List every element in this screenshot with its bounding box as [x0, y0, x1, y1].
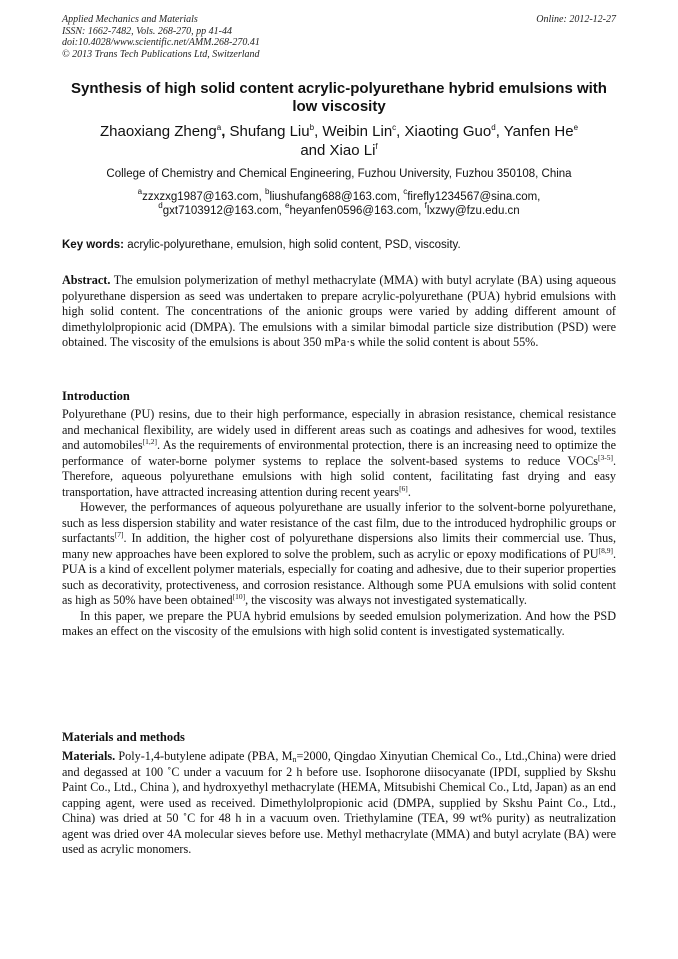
citation: [3-5] — [597, 452, 613, 462]
doi-line: doi:10.4028/www.scientific.net/AMM.268-270.41 — [62, 37, 260, 48]
citation: [10] — [232, 592, 246, 601]
citation: [6] — [399, 483, 408, 493]
author-sup: a — [216, 123, 222, 132]
introduction-body — [62, 407, 616, 640]
author-sup: d — [491, 123, 496, 132]
email-list: $^a$zzxzxg1987@163.com, $^b$liushufang688@163.com, $^c$firefly1234567@sina.com, $^d$gxt7103912@163.com, $^e$heyanfen0596@163.com, $^f$lxzwy@fzu.edu.cn — [137, 187, 541, 217]
author-name: Weibin Lin — [322, 123, 393, 140]
author-name: Xiaoting Guo — [404, 123, 492, 140]
author-name: Zhaoxiang Zheng — [99, 123, 217, 140]
email-b[interactable]: liushufang688@163.com, — [269, 191, 401, 203]
citation: [1,2] — [142, 437, 157, 446]
email-f[interactable]: lxzwy@fzu.edu.cn — [426, 205, 520, 217]
author-list: Zhaoxiang Zheng$^a$, Shufang Liu$^b$, Weibin Lin$^c$, Xiaoting Guo$^d$, Yanfen He$^e$ and Xiao Li$^f$ — [99, 123, 579, 159]
keywords — [62, 238, 616, 252]
abstract-label: Abstract. — [62, 273, 111, 287]
email-a[interactable]: zzxzxg1987@163.com, — [142, 191, 262, 203]
copyright-line: © 2013 Trans Tech Publications Ltd, Switzerland — [62, 48, 260, 60]
issn-line: ISSN: 1662-7482, Vols. 268-270, pp 41-44 — [62, 25, 232, 37]
author-name: Shufang Liu — [229, 123, 310, 140]
affiliation: College of Chemistry and Chemical Engineering, Fuzhou University, Fuzhou 350108, China — [106, 168, 572, 180]
author-sup: b — [309, 123, 315, 132]
online-date: Online: 2012-12-27 — [536, 14, 616, 25]
intro-paragraph-2: However, the performances of aqueous polyurethane are usually inferior to the solvent-borne polyurethane, such as less dispersion stability and water resistance of the cast film, due to the introduced hydrophilic groups or surfactants[7]. In addition, the higher cost of polyurethane dispersions also limits their commercial use. Thus, many new approaches have been explored to solve the problem, such as acrylic or epoxy modifications of PU[8,9]. PUA is a kind of excellent polymer materials, especially for coating and adhesive, due to their superior properties such as decorativity, protectiveness, and corrosion resistance. Although some PUA emulsions with solid content as high as 50% have been obtained[10], the viscosity was always not investigated systematically. — [62, 500, 616, 607]
journal-name: Applied Mechanics and Materials — [62, 14, 198, 25]
citation: [8,9] — [598, 545, 613, 555]
author-name: Yanfen He — [503, 123, 574, 140]
paper-title: Synthesis of high solid content acrylic-polyurethane hybrid emulsions with low viscosity — [71, 80, 607, 115]
email-e[interactable]: heyanfen0596@163.com, — [289, 205, 422, 217]
running-header — [62, 14, 616, 60]
intro-paragraph-3: In this paper, we prepare the PUA hybrid emulsions by seeded emulsion polymerization. And how the PSD makes an effect on the viscosity of the emulsions with high solid content is investigated systematically. — [62, 608, 616, 638]
author-name: Xiao Li — [329, 142, 376, 159]
keywords-label: Key words: — [62, 239, 124, 251]
email-d[interactable]: gxt7103912@163.com, — [162, 205, 282, 217]
keywords-text: acrylic-polyurethane, emulsion, high solid content, PSD, viscosity. — [127, 239, 461, 251]
intro-paragraph-1: Polyurethane (PU) resins, due to their high performance, especially in abrasion resistance, chemical resistance and mechanical flexibility, are widely used in different areas such as coatings and adhesives for wood, textiles and automobiles[1,2]. As the requirements of environmental protection, there is an increasing need to optimize the performance of water-borne polymer systems to replace the solvent-based systems to reduce VOCs[3-5]. Therefore, aqueous polyurethane emulsions with high solid content, facilitating fast drying and easy transportation, have attracted increasing attention during recent years[6]. — [62, 407, 617, 499]
author-sup: c — [392, 123, 397, 132]
materials-methods-heading: Materials and methods — [62, 730, 185, 744]
email-c[interactable]: firefly1234567@sina.com, — [407, 191, 541, 203]
citation: [7] — [114, 530, 124, 539]
introduction-heading: Introduction — [62, 389, 130, 403]
materials-label: Materials. — [62, 749, 116, 763]
author-sup: e — [573, 123, 579, 132]
author-sup: f — [375, 142, 378, 151]
abstract-text: The emulsion polymerization of methyl methacrylate (MMA) with butyl acrylate (BA) using aqueous polyurethane dispersion as seed was undertaken to prepare acrylic-polyurethane (PUA) hybrid emulsions with high solid content. The concentrations of the anionic groups were varied by adding different amount of dimethylolpropionic acid (DMPA). The emulsions with a similar bimodal particle size distribution (PSD) were obtained. The viscosity of the emulsions is about 350 mPa·s while the solid content is about 55%. — [62, 273, 616, 349]
abstract — [62, 273, 616, 351]
materials-body: Materials. Poly-1,4-butylene adipate (PBA, $M_n=2000$, Qingdao Xinyutian Chemical Co., Ltd.,China) were dried and degassed at 100 ˚C under a vacuum for 2 h before use. Isophorone diisocyanate (IPDI, supplied by Skshu Paint Co., Ltd., China ), and hydroxyethyl methacrylate (HEMA, Mitsubishi Chemical Co., Ltd, Japan) as an end capping agent, were used as received. Dimethylolpropionic acid (DMPA, supplied by Skshu Paint Co., Ltd., China) was dried at 50 ˚C for 48 h in a vacuum oven. Triethylamine (TEA, 99 wt% purity) as neutralization agent was dried over 4A molecular sieves before use. Methyl methacrylate (MMA) and butyl acrylate (BA) were used as acrylic monomers. — [62, 749, 616, 856]
